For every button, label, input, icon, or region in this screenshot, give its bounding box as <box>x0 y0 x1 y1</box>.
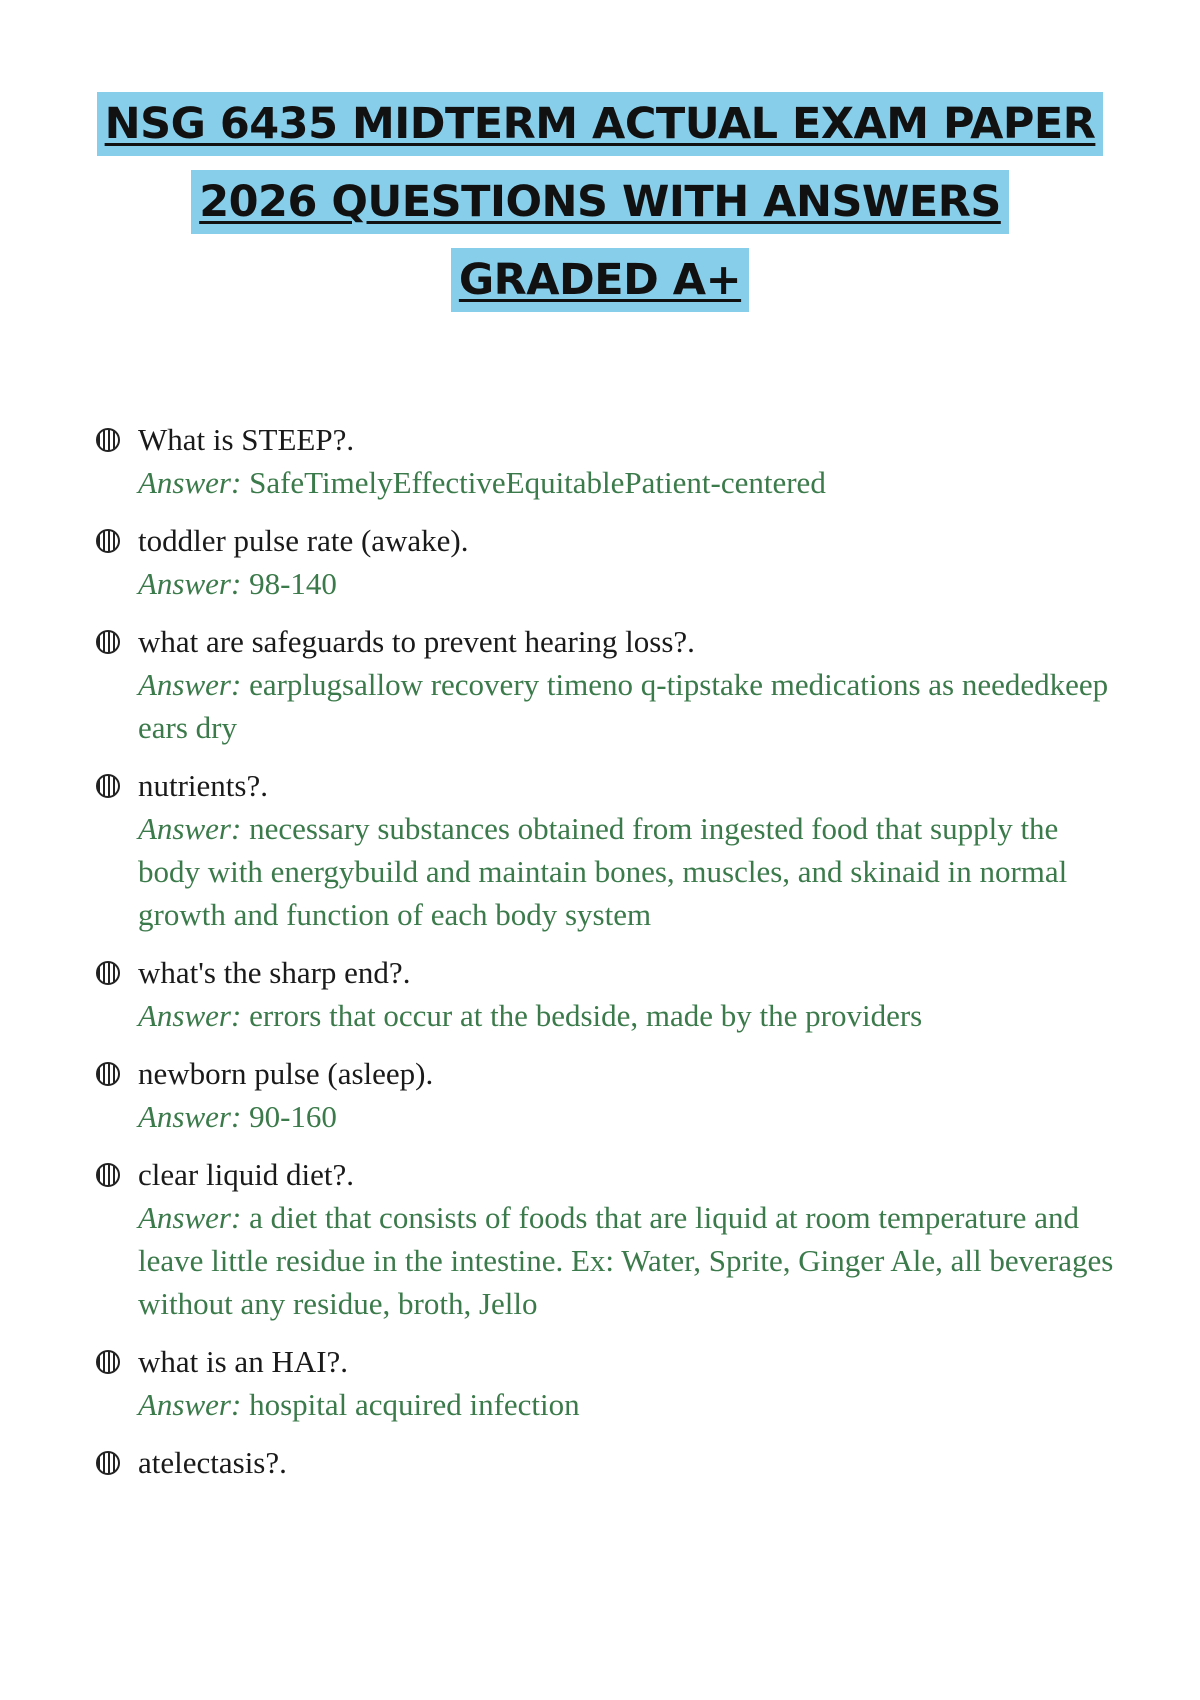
answer-label: Answer: <box>138 1387 242 1422</box>
question-text: what is an HAI?. <box>138 1344 349 1379</box>
qa-item <box>96 1153 1116 1325</box>
answer-row <box>138 461 1116 504</box>
bullet-icon <box>96 630 120 654</box>
answer-label: Answer: <box>138 566 242 601</box>
qa-item <box>96 620 1116 749</box>
answer-label: Answer: <box>138 667 242 702</box>
question-text: clear liquid diet?. <box>138 1157 355 1192</box>
answer-text: earplugsallow recovery timeno q-tipstake medications as neededkeep ears dry <box>138 667 1109 745</box>
answer-row <box>138 994 1116 1037</box>
question-text: nutrients?. <box>138 768 268 803</box>
answer-row <box>138 1196 1116 1325</box>
bullet-icon <box>96 1350 120 1374</box>
answer-row <box>138 1383 1116 1426</box>
question-text: what are safeguards to prevent hearing loss?. <box>138 624 695 659</box>
bullet-icon <box>96 529 120 553</box>
answer-text: a diet that consists of foods that are liquid at room temperature and leave little residue in the intestine. Ex: Water, Sprite, Ginger Ale, all beverages without any residue, broth, Jello <box>138 1200 1114 1321</box>
qa-item <box>96 418 1116 504</box>
answer-text: 90-160 <box>249 1099 337 1134</box>
answer-text: hospital acquired infection <box>249 1387 580 1422</box>
bullet-icon <box>96 428 120 452</box>
document-title <box>0 92 1200 326</box>
answer-text: 98-140 <box>249 566 337 601</box>
bullet-icon <box>96 961 120 985</box>
bullet-icon <box>96 774 120 798</box>
qa-item <box>96 951 1116 1037</box>
qa-item <box>96 764 1116 936</box>
bullet-icon <box>96 1451 120 1475</box>
answer-label: Answer: <box>138 465 242 500</box>
qa-item <box>96 519 1116 605</box>
answer-text: errors that occur at the bedside, made by the providers <box>249 998 923 1033</box>
question-text: what's the sharp end?. <box>138 955 411 990</box>
answer-text: necessary substances obtained from ingested food that supply the body with energybuild and maintain bones, muscles, and skinaid in normal growth and function of each body system <box>138 811 1068 932</box>
answer-row <box>138 807 1116 936</box>
answer-label: Answer: <box>138 1200 242 1235</box>
question-text: newborn pulse (asleep). <box>138 1056 434 1091</box>
qa-item <box>96 1052 1116 1138</box>
bullet-icon <box>96 1163 120 1187</box>
qa-item <box>96 1340 1116 1426</box>
answer-text: SafeTimelyEffectiveEquitablePatient-centered <box>249 465 826 500</box>
answer-label: Answer: <box>138 998 242 1033</box>
bullet-icon <box>96 1062 120 1086</box>
qa-list <box>96 418 1116 1499</box>
answer-row <box>138 1095 1116 1138</box>
answer-row <box>138 562 1116 605</box>
title-line-1: NSG 6435 MIDTERM ACTUAL EXAM PAPER <box>97 92 1104 156</box>
title-line-3: GRADED A+ <box>451 248 749 312</box>
answer-label: Answer: <box>138 1099 242 1134</box>
qa-item <box>96 1441 1116 1484</box>
question-text: atelectasis?. <box>138 1445 287 1480</box>
answer-label: Answer: <box>138 811 242 846</box>
title-line-2: 2026 QUESTIONS WITH ANSWERS <box>191 170 1009 234</box>
answer-row <box>138 663 1116 749</box>
question-text: What is STEEP?. <box>138 422 355 457</box>
question-text: toddler pulse rate (awake). <box>138 523 469 558</box>
